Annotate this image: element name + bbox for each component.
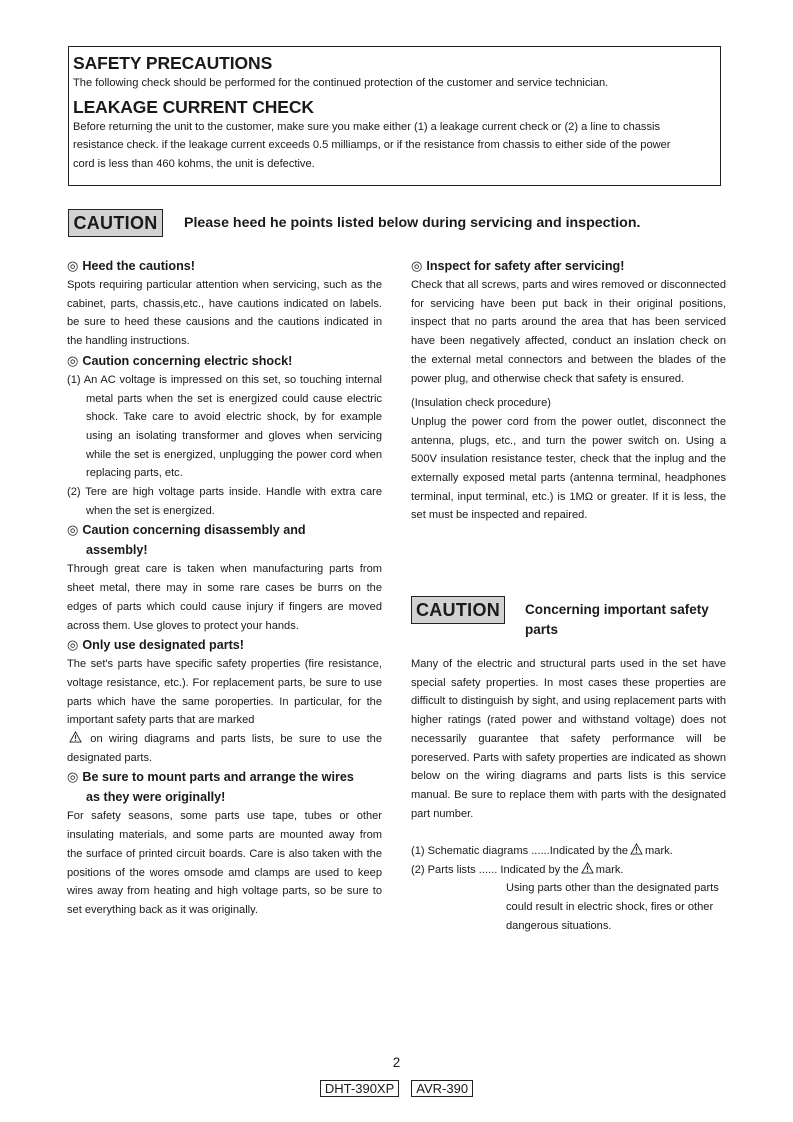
right-column bbox=[411, 256, 726, 525]
important-safety-title: Concerning important safety parts bbox=[525, 602, 709, 637]
heed-body: Spots requiring particular attention when servicing, such as the cabinet, parts, chassis,etc., have cautions indicated on labels. be sure to heed these causions and the cautions indicated in the handling instructions. bbox=[67, 279, 382, 348]
inspect-body: Check that all screws, parts and wires removed or disconnected for servicing have been put back in their original positions, inspect that no parts around the area that has been serviced have been negatively affected, conduct an inslation check on the external metal connectors and between the blades of the power plug, and otherwise check that safety is ensured. bbox=[411, 279, 726, 385]
shock-title: ◎ Caution concerning electric shock! bbox=[67, 352, 293, 368]
left-column bbox=[67, 256, 382, 920]
model-label-1: DHT-390XP bbox=[320, 1080, 399, 1097]
double-circle-icon: ◎ bbox=[411, 258, 423, 273]
insulation-body: Unplug the power cord from the power outlet, disconnect the antenna, plugs, etc., and turn the power switch on. Using a 500V insulation resistance tester, check that the inplug and the externally exposed metal parts (antenna terminal, headphones terminal, input terminal, etc.) is 1MΩ or greater. If it is less, the set must be inspected and repaired. bbox=[411, 415, 726, 522]
important-body-text: Many of the electric and structural parts used in the set have special safety properties. In most cases these properties are difficult to distinguish by sight, and using replacement parts with higher ratings (rated power and withstand voltage) does not necessarily guarantee that safety performance will be poreserved. Parts with safety properties are indicated as shown below on the wiring diagrams and parts lists is this service manual. Be sure to replace them with parts with the designated part number. bbox=[411, 658, 726, 820]
double-circle-icon: ◎ bbox=[67, 352, 79, 368]
disassembly-body: Through great care is taken when manufacturing parts from sheet metal, there may in some rare cases be burrs on the edges of parts which could cause injury if fingers are moved across them. Use gloves to protect your hands. bbox=[67, 563, 382, 632]
insulation-heading: (Insulation check procedure) bbox=[411, 397, 551, 410]
caution-label-2: CAUTION bbox=[411, 596, 505, 624]
model-labels bbox=[0, 1080, 793, 1097]
designated-title: ◎ Only use designated parts! bbox=[67, 637, 245, 653]
page-number: 2 bbox=[392, 1055, 401, 1070]
mount-title: ◎ Be sure to mount parts and arrange the wires as they were originally! bbox=[67, 769, 354, 805]
shock-item-1: (1) An AC voltage is impressed on this set, so touching internal metal parts when the set is energized could cause electric shock. Take care to avoid electric shock, by for example using an isolating transformer and gloves when servicing while the set is energized, unplugging the power cord when replacing parts, etc. bbox=[67, 373, 382, 480]
leakage-line-2: resistance check. if the leakage current exceeds 0.5 milliamps, or if the resistance from chassis to either side of the power bbox=[73, 139, 671, 152]
safety-precautions-box bbox=[68, 46, 721, 186]
safety-title: SAFETY PRECAUTIONS bbox=[73, 53, 273, 73]
warning-triangle-icon bbox=[630, 843, 643, 855]
double-circle-icon: ◎ bbox=[67, 258, 79, 273]
safety-intro: The following check should be performed for the continued protection of the customer and service technician. bbox=[73, 77, 609, 89]
double-circle-icon: ◎ bbox=[67, 769, 79, 785]
heed-title: ◎ Heed the cautions! bbox=[67, 258, 196, 273]
double-circle-icon: ◎ bbox=[67, 637, 79, 653]
shock-item-2: (2) Tere are high voltage parts inside. Handle with extra care when the set is energized. bbox=[67, 486, 382, 517]
safety-mark-list bbox=[411, 842, 726, 936]
model-label-2: AVR-390 bbox=[411, 1080, 473, 1097]
warning-triangle-icon bbox=[581, 862, 594, 874]
leakage-line-1: Before returning the unit to the customer, make sure you make either (1) a leakage current check or (2) a line to chassis bbox=[73, 120, 661, 133]
disassembly-title: ◎ Caution concerning disassembly and assembly! bbox=[67, 522, 306, 558]
list-note: Using parts other than the designated parts could result in electric shock, fires or other dangerous situations. bbox=[506, 882, 719, 932]
caution-label: CAUTION bbox=[68, 209, 163, 237]
important-safety-body bbox=[411, 655, 726, 823]
leakage-title: LEAKAGE CURRENT CHECK bbox=[73, 96, 314, 117]
mount-body: For safety seasons, some parts use tape, tubes or other insulating materials, and some parts are mounted away from the surface of printed circuit boards. Care is also taken with the positions of the wores omsode amd clamps are used to keep wires away from heating and high voltage parts, so be sure to set everything back as it was originally. bbox=[67, 810, 382, 916]
leakage-line-3: cord is less than 460 kohms, the unit is defective. bbox=[73, 158, 315, 171]
double-circle-icon: ◎ bbox=[67, 522, 79, 538]
caution-heading: Please heed he points listed below during servicing and inspection. bbox=[184, 215, 641, 231]
designated-body: The set's parts have specific safety properties (fire resistance, voltage resistance, etc.). For replacement parts, be sure to use parts which have the same poroperties. In particular, for the important safety parts that are marked on wiring diagrams and parts lists, be sure to use the designated parts. bbox=[67, 658, 382, 764]
list-item-2: (2) Parts lists ...... Indicated by the mark. bbox=[411, 863, 624, 876]
inspect-title: ◎ Inspect for safety after servicing! bbox=[411, 258, 625, 273]
list-item-1: (1) Schematic diagrams ......Indicated by the mark. bbox=[411, 845, 673, 857]
warning-triangle-icon bbox=[69, 731, 82, 743]
